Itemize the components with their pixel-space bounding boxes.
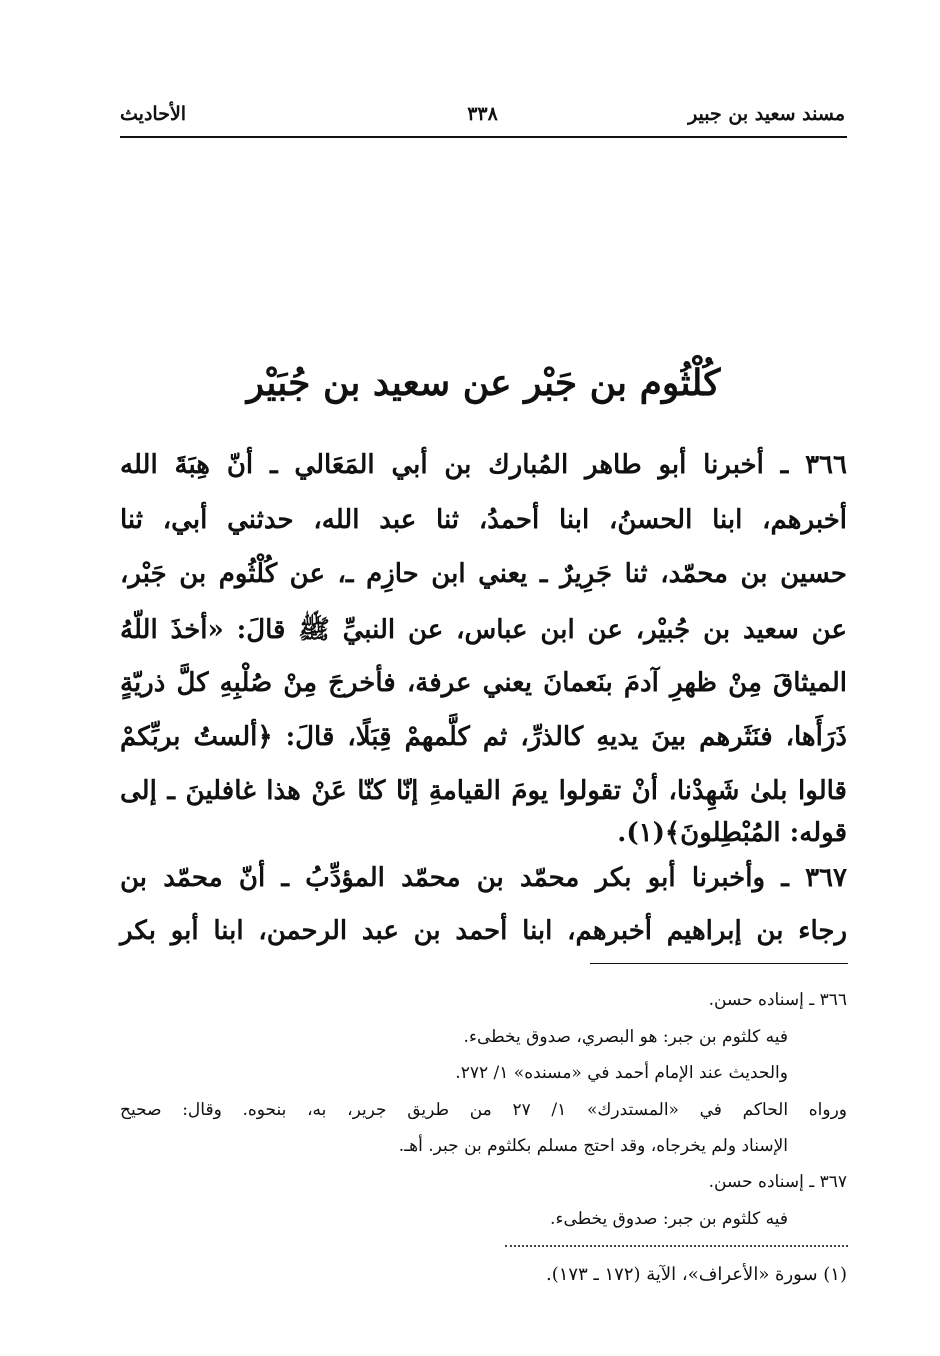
body-line: ٣٦٧ ـ وأخبرنا أبو بكر محمّد بن محمّد المؤدِّبُ ـ أنّ محمّد بن — [120, 863, 847, 893]
body-line: قالوا بلىٰ شَهِدْنا، أنْ تقولوا يومَ القيامةِ إنّا كنّا عَنْ هذا غافلينَ ـ إلى — [120, 776, 847, 806]
note-line: فيه كلثوم بن جبر: صدوق يخطىء. — [550, 1209, 788, 1229]
note-line: ٣٦٧ ـ إسناده حسن. — [708, 1172, 847, 1192]
body-line: قوله: المُبْطِلونَ﴾(١). — [617, 818, 847, 848]
notes-separator — [590, 963, 848, 964]
running-header — [120, 103, 845, 137]
note-line: فيه كلثوم بن جبر: هو البصري، صدوق يخطىء. — [463, 1027, 788, 1047]
body-line: حسين بن محمّد، ثنا جَرِيرٌ ـ يعني ابن حازِم ـ، عن كُلْثُوم بن جَبْر، — [120, 559, 847, 589]
footnote-separator — [505, 1245, 848, 1247]
body-line: أخبرهم، ابنا الحسنُ، ابنا أحمدُ، ثنا عبد الله، حدثني أبي، ثنا — [120, 505, 847, 535]
body-line: رجاء بن إبراهيم أخبرهم، ابنا أحمد بن عبد الرحمن، ابنا أبو بكر — [120, 916, 847, 946]
note-line: الإسناد ولم يخرجاه، وقد احتج مسلم بكلثوم بن جبر. أهـ. — [398, 1136, 788, 1156]
footnote: (١) سورة «الأعراف»، الآية (١٧٢ ـ ١٧٣). — [546, 1264, 847, 1285]
page-number: ٣٣٨ — [467, 103, 498, 125]
chapter-title: كُلْثُوم بن جَبْر عن سعيد بن جُبَيْر — [246, 362, 721, 404]
body-line: ذَرَأَها، فنَثَرهم بينَ يديهِ كالذرِّ، ثم كلَّمهمْ قِبَلًا، قالَ: ﴿ألستُ بربِّكمْ — [120, 722, 848, 752]
body-line: الميثاقَ مِنْ ظهرِ آدمَ بنَعمانَ يعني عرفة، فأخرجَ مِنْ صُلْبِهِ كلَّ ذريّةٍ — [120, 668, 847, 698]
note-line: والحديث عند الإمام أحمد في «مسنده» ١/ ٢٧٢. — [455, 1063, 788, 1083]
book-title: مسند سعيد بن جبير — [688, 103, 845, 125]
header-rule — [120, 136, 847, 138]
note-line: ورواه الحاكم في «المستدرك» ١/ ٢٧ من طريق جرير، به، بنحوه. وقال: صحيح — [120, 1100, 848, 1120]
body-line: عن سعيد بن جُبيْر، عن ابن عباس، عن النبيِّ ﷺ قالَ: «أخذَ اللّهُ — [120, 615, 847, 645]
section-title: الأحاديث — [120, 103, 187, 125]
note-line: ٣٦٦ ـ إسناده حسن. — [708, 990, 847, 1010]
body-line: ٣٦٦ ـ أخبرنا أبو طاهر المُبارك بن أبي المَعَالي ـ أنّ هِبَةَ الله — [120, 450, 847, 480]
